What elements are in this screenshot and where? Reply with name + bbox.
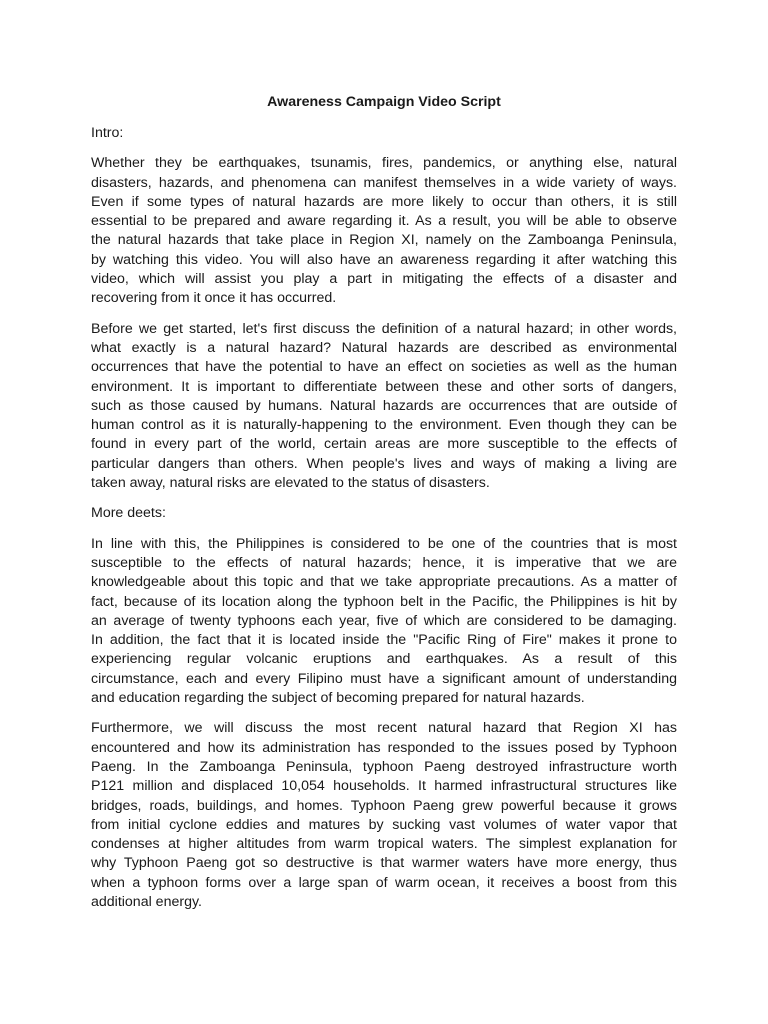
text-line: from initial cyclone eddies and matures by sucking vast volumes of water vapor that: [91, 816, 677, 833]
paragraph-philippines: [91, 535, 677, 709]
text-line: an average of twenty typhoons each year, five of which are considered to be damaging.: [91, 612, 677, 629]
text-line: taken away, natural risks are elevated to the status of disasters.: [91, 475, 490, 492]
text-line: Furthermore, we will discuss the most recent natural hazard that Region XI has: [91, 720, 677, 737]
text-line: In addition, the fact that it is located inside the "Pacific Ring of Fire" makes it prone to: [91, 632, 677, 649]
text-line: found in every part of the world, certain areas are more susceptible to the effects of: [91, 436, 677, 453]
text-line: Paeng. In the Zamboanga Peninsula, typhoon Paeng destroyed infrastructure worth: [91, 758, 677, 775]
paragraph-typhoon-paeng: [91, 719, 677, 912]
more-deets-label: More deets:: [91, 505, 166, 522]
intro-label: Intro:: [91, 125, 124, 141]
text-line: knowledgeable about this topic and that we take appropriate precautions. As a matter of: [91, 574, 677, 591]
text-line: disasters, hazards, and phenomena can manifest themselves in a wide variety of ways.: [91, 174, 677, 191]
text-line: Even if some types of natural hazards are more likely to occur than others, it is still: [91, 193, 677, 210]
text-line: condenses at higher altitudes from warm tropical waters. The simplest explanation for: [91, 836, 677, 853]
text-line: circumstance, each and every Filipino must have a significant amount of understanding: [91, 670, 677, 687]
text-line: recovering from it once it has occurred.: [91, 290, 337, 307]
text-line: the natural hazards that take place in Region XI, namely on the Zamboanga Peninsula,: [91, 232, 677, 249]
text-line: essential to be prepared and aware regarding it. As a result, you will be able to observe: [91, 213, 677, 230]
text-line: fact, because of its location along the typhoon belt in the Pacific, the Philippines is hit by: [91, 593, 677, 610]
text-line: such as those caused by humans. Natural hazards are occurrences that are outside of: [91, 397, 677, 414]
document-body: [91, 124, 677, 923]
text-line: human control as it is naturally-happening to the environment. Even though they can be: [91, 417, 677, 434]
text-line: what exactly is a natural hazard? Natural hazards are described as environmental: [91, 339, 677, 356]
text-line: occurrences that have the potential to have an effect on societies as well as the human: [91, 359, 677, 376]
text-line: video, which will assist you play a part in mitigating the effects of a disaster and: [91, 271, 677, 288]
text-line: bridges, roads, buildings, and homes. Typhoon Paeng grew powerful because it grows: [91, 797, 677, 814]
text-line: In line with this, the Philippines is considered to be one of the countries that is most: [91, 535, 677, 552]
text-line: additional energy.: [91, 893, 202, 910]
text-line: Whether they be earthquakes, tsunamis, fires, pandemics, or anything else, natural: [91, 155, 677, 172]
text-line: and education regarding the subject of becoming prepared for natural hazards.: [91, 690, 585, 707]
text-line: susceptible to the effects of natural hazards; hence, it is imperative that we are: [91, 554, 677, 571]
document-title: Awareness Campaign Video Script: [267, 94, 501, 110]
text-line: environment. It is important to differentiate between these and other sorts of dangers,: [91, 378, 677, 395]
paragraph-intro: [91, 154, 677, 308]
text-line: when a typhoon forms over a large span of warm ocean, it receives a boost from this: [91, 874, 677, 891]
text-line: why Typhoon Paeng got so destructive is that warmer waters have more energy, thus: [91, 855, 677, 872]
paragraph-definition: [91, 320, 677, 494]
text-line: by watching this video. You will also have an awareness regarding it after watching this: [91, 251, 677, 268]
text-line: encountered and how its administration has responded to the issues posed by Typhoon: [91, 739, 677, 756]
text-line: Before we get started, let's first discuss the definition of a natural hazard; in other words,: [91, 320, 677, 337]
text-line: particular dangers than others. When people's lives and ways of making a living are: [91, 455, 677, 472]
text-line: P121 million and displaced 10,054 households. It harmed infrastructural structures like: [91, 778, 677, 795]
text-line: experiencing regular volcanic eruptions and earthquakes. As a result of this: [91, 651, 677, 668]
